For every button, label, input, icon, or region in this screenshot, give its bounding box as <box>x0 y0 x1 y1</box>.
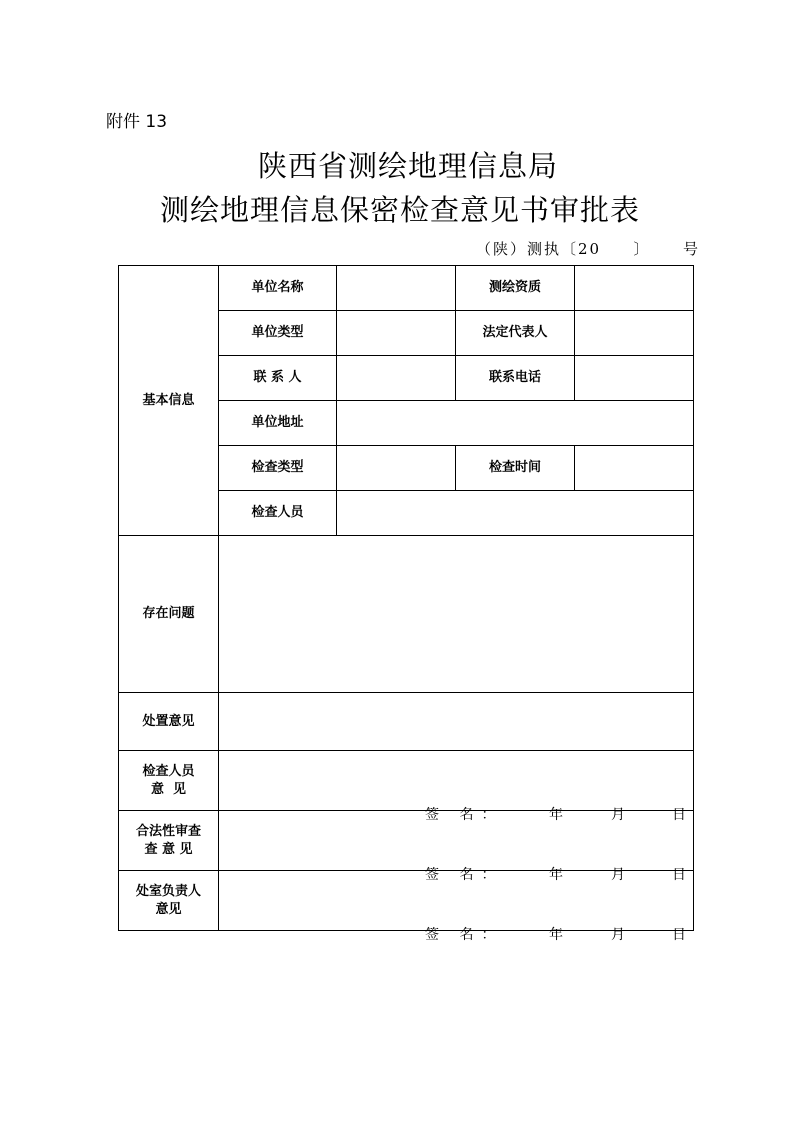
inspection-time-field[interactable] <box>575 446 694 491</box>
inspection-type-label: 检查类型 <box>219 446 337 491</box>
month-label: 月 <box>611 927 625 943</box>
day-label: 日 <box>672 807 686 823</box>
title-line-1: 陕西省测绘地理信息局 <box>257 149 558 183</box>
legality-review-line2: 查 意 见 <box>144 841 193 857</box>
unit-name-field[interactable] <box>337 266 456 311</box>
year-label: 年 <box>549 807 563 823</box>
inspector-opinion-label <box>119 751 219 811</box>
legal-rep-field[interactable] <box>575 311 694 356</box>
contact-phone-field[interactable] <box>575 356 694 401</box>
division-head-opinion-label <box>119 871 219 931</box>
inspector-opinion-field[interactable] <box>219 751 694 823</box>
inspectors-field[interactable] <box>337 491 694 536</box>
contact-label: 联 系 人 <box>219 356 337 401</box>
attachment-label: 附件 13 <box>106 112 168 132</box>
unit-address-label: 单位地址 <box>219 401 337 446</box>
division-head-opinion-line2: 意见 <box>155 901 182 917</box>
signature-label: 签 名： <box>425 807 504 823</box>
month-label: 月 <box>611 807 625 823</box>
contact-field[interactable] <box>337 356 456 401</box>
basic-info-label: 基本信息 <box>119 266 219 536</box>
unit-name-label: 单位名称 <box>219 266 337 311</box>
unit-type-field[interactable] <box>337 311 456 356</box>
issues-field[interactable] <box>219 536 694 693</box>
inspector-opinion-line2: 意 见 <box>150 781 187 797</box>
legality-review-label <box>119 811 219 871</box>
year-label: 年 <box>549 927 563 943</box>
month-label: 月 <box>611 867 625 883</box>
doc-number-prefix: （陕）测执〔20 <box>476 240 602 258</box>
legality-review-field[interactable] <box>219 811 694 883</box>
unit-address-field[interactable] <box>337 401 694 446</box>
handling-label: 处置意见 <box>119 693 219 751</box>
inspection-type-field[interactable] <box>337 446 456 491</box>
legality-review-line1: 合法性审查 <box>135 823 201 839</box>
qualification-field[interactable] <box>575 266 694 311</box>
issues-label: 存在问题 <box>119 536 219 693</box>
year-label: 年 <box>549 867 563 883</box>
title-line-2: 测绘地理信息保密检查意见书审批表 <box>159 193 640 227</box>
inspector-opinion-line1: 检查人员 <box>142 763 195 779</box>
qualification-label: 测绘资质 <box>456 266 575 311</box>
day-label: 日 <box>672 927 686 943</box>
division-head-opinion-line1: 处室负责人 <box>135 883 201 899</box>
inspection-time-label: 检查时间 <box>456 446 575 491</box>
contact-phone-label: 联系电话 <box>456 356 575 401</box>
approval-form-table <box>118 265 694 943</box>
inspectors-label: 检查人员 <box>219 491 337 536</box>
doc-number-bracket: 〕 <box>633 240 651 258</box>
unit-type-label: 单位类型 <box>219 311 337 356</box>
document-number <box>476 238 700 259</box>
legal-rep-label: 法定代表人 <box>456 311 575 356</box>
division-head-opinion-field[interactable] <box>219 871 694 943</box>
signature-label: 签 名： <box>425 927 504 943</box>
handling-field[interactable] <box>219 693 694 751</box>
signature-label: 签 名： <box>425 867 504 883</box>
day-label: 日 <box>672 867 686 883</box>
doc-number-suffix: 号 <box>682 240 700 258</box>
